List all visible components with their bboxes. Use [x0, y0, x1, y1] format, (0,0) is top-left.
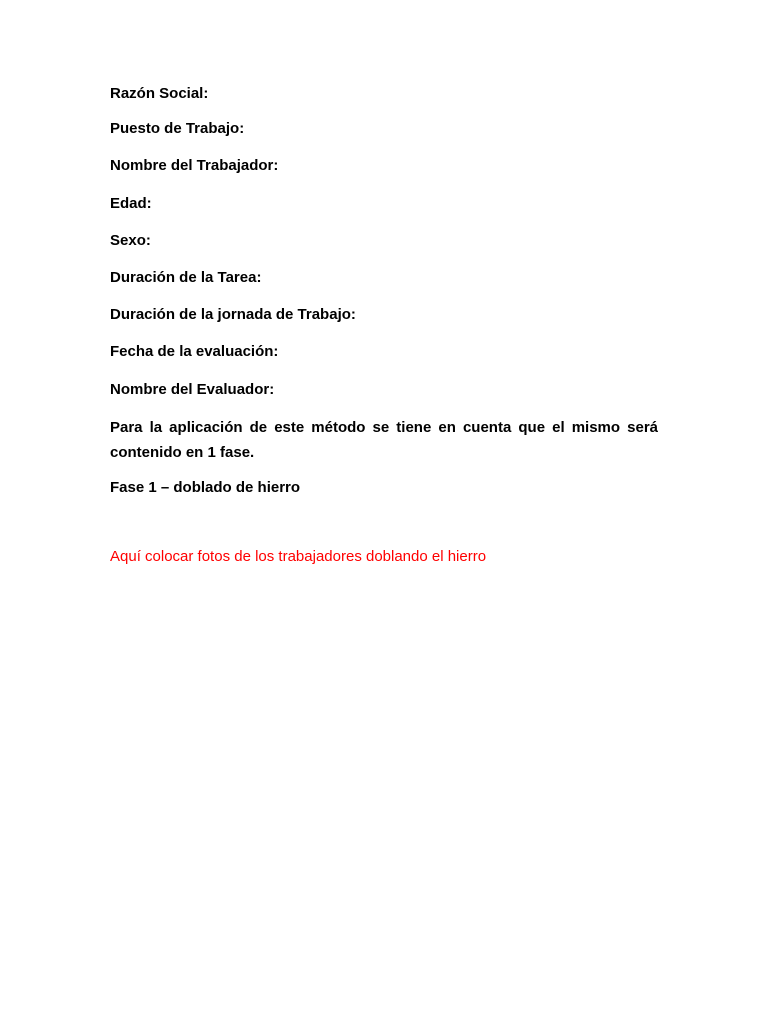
phase-heading: Fase 1 – doblado de hierro	[110, 479, 301, 496]
field-razon-social: Razón Social:	[110, 85, 209, 102]
photo-placeholder-note: Aquí colocar fotos de los trabajadores doblando el hierro	[110, 548, 487, 565]
field-nombre-del-trabajador: Nombre del Trabajador:	[110, 157, 279, 174]
field-nombre-del-evaluador: Nombre del Evaluador:	[110, 381, 275, 398]
field-duracion-de-la-tarea: Duración de la Tarea:	[110, 269, 262, 286]
field-sexo: Sexo:	[110, 232, 151, 249]
field-fecha-evaluacion: Fecha de la evaluación:	[110, 343, 279, 360]
intro-paragraph: Para la aplicación de este método se tiene en cuenta que el mismo será contenido en 1 fase.	[110, 419, 658, 461]
field-puesto-de-trabajo: Puesto de Trabajo:	[110, 120, 245, 137]
field-duracion-jornada: Duración de la jornada de Trabajo:	[110, 306, 356, 323]
document-page	[110, 0, 658, 1024]
field-edad: Edad:	[110, 195, 152, 212]
